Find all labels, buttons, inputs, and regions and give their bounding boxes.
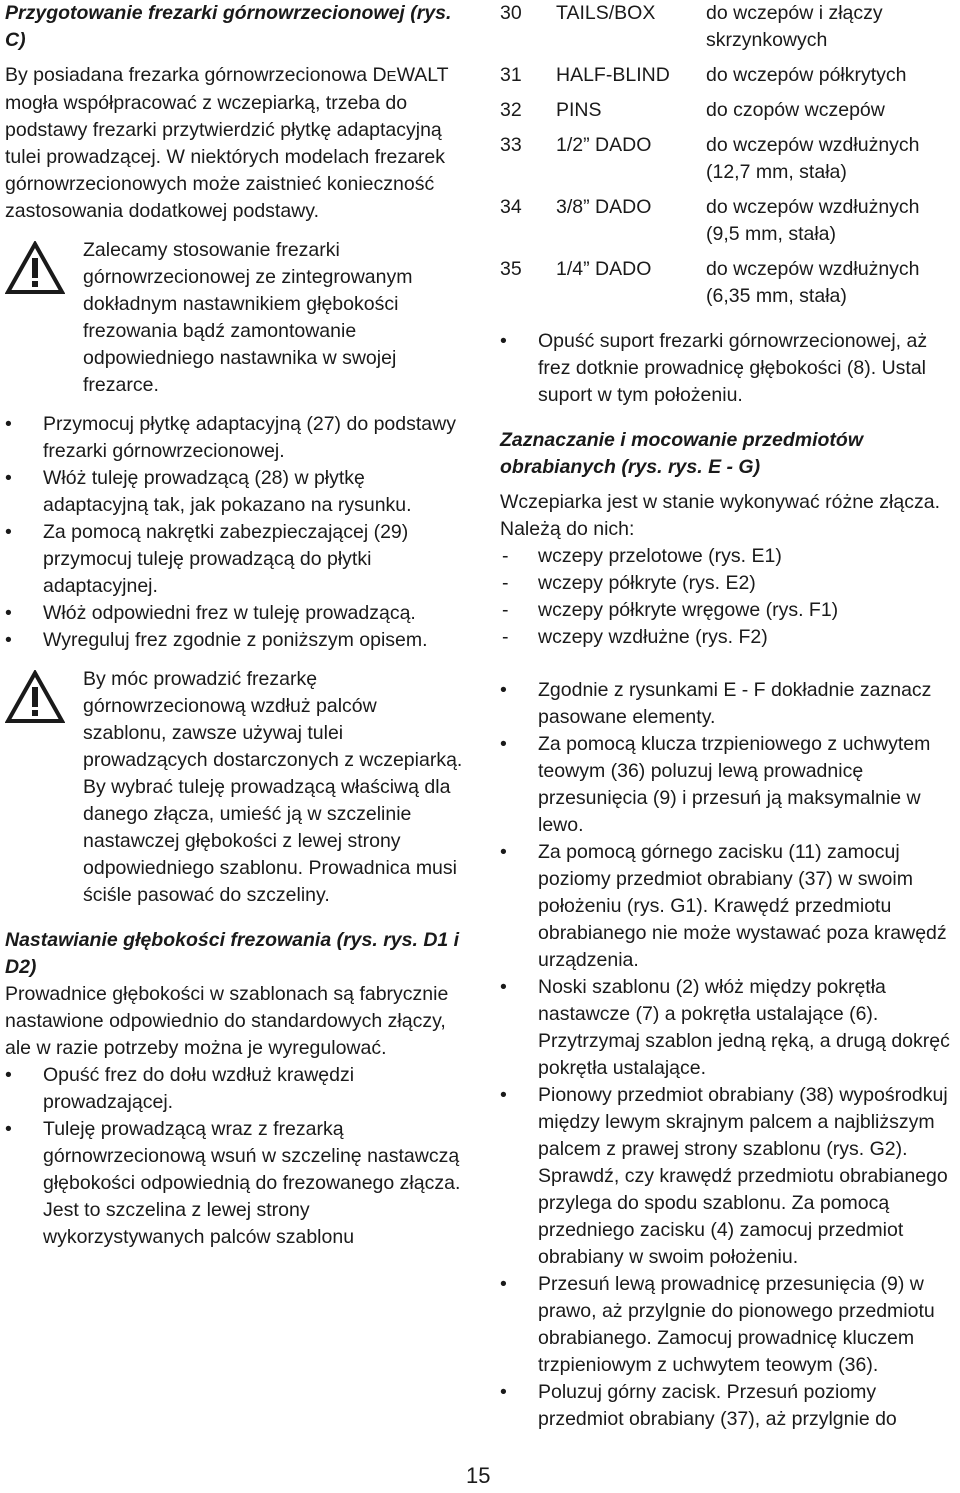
heading-depth-setting: Nastawianie głębokości frezowania (rys. rys. D1 i D2) [5,929,460,978]
paragraph-depth-intro: Prowadnice głębokości w szablonach są fabrycznie nastawione odpowiednio do standardowych złączy, ale w razie potrzeby można je wyregulować. [5,983,449,1059]
list-item: • Pionowy przedmiot obrabiany (38) wypośrodkuj między lewym skrajnym palcem a najbliższym palcem z prawej strony szablonu (rys. G2). Sprawdź, czy krawędź przedmiotu obrabianego przylega do spodu szablonu. Za pomocą przedniego zacisku (4) zamocuj przedmiot obrabiany w swoim położeniu. [500,1082,958,1271]
list-item: • Wyreguluj frez zgodnie z poniższym opisem. [5,627,463,654]
table-row: 33 1/2” DADO do wczepów wzdłużnych (12,7 mm, stała) [500,134,920,183]
warning-note-guide-bushing [5,666,463,909]
bullet-list-clamping [500,677,958,1433]
table-row: 35 1/4” DADO do wczepów wzdłużnych (6,35 mm, stała) [500,258,920,307]
bullet-list-depth [5,1062,463,1251]
list-item: • Za pomocą nakrętki zabezpieczającej (29) przymocuj tuleję prowadzącą do płytki adaptacyjnej. [5,519,463,600]
warning-text: By móc prowadzić frezarkę górnowrzecionową wzdłuż palców szablonu, zawsze używaj tulei prowadzących dostarczonych z wczepiarką. By wybrać tuleję prowadzącą właściwą dla danego złącza, umieść ją w szczelinie nastawczej głębokości z lewej strony odpowiedniego szablonu. Prowadnica musi ściśle pasować do szczeliny. [83,668,463,906]
left-column [5,0,463,1251]
heading-router-preparation: Przygotowanie frezarki górnowrzecionowej (rys. C) [5,2,452,51]
list-item: • Tuleję prowadzącą wraz z frezarką górnowrzecionową wsuń w szczelinę nastawczą głębokości odpowiednią do frezowanego złącza. Jest to szczelina z lewej strony wykorzystywanych palców szablonu [5,1116,463,1251]
list-item: • Za pomocą górnego zacisku (11) zamocuj poziomy przedmiot obrabiany (37) w swoim położeniu (rys. G1). Krawędź przedmiotu obrabianego nie może wystawać poza krawędź urządzenia. [500,839,958,974]
bullet-list-setup [5,411,463,654]
list-item: • Opuść frez do dołu wzdłuż krawędzi prowadzającej. [5,1062,463,1116]
list-item: - wczepy półkryte (rys. E2) [500,570,958,597]
dash-list-joints [500,543,958,651]
right-column [500,0,958,1433]
warning-text: Zalecamy stosowanie frezarki górnowrzecionowej ze zintegrowanym dokładnym nastawnikiem głębokości frezowania bądź zamontowanie odpowiedniego nastawnika w swojej frezarce. [83,239,413,396]
list-item: • Przesuń lewą prowadnicę przesunięcia (9) w prawo, aż przylgnie do pionowego przedmiotu obrabianego. Zamocuj prowadnicę kluczem trzpieniowym z uchwytem teowym (36). [500,1271,958,1379]
warning-note-depth-adjuster [5,237,463,399]
paragraph-router-intro: By posiadana frezarka górnowrzecionowa DEWALT mogła współpracować z wczepiarką, trzeba do podstawy frezarki przytwierdzić płytkę adaptacyjną tulei prowadzącej. W niektórych modelach frezarek górnowrzecionowych może zaistnieć konieczność zastosowania dodatkowej podstawy. [5,64,449,222]
heading-marking-clamping: Zaznaczanie i mocowanie przedmiotów obrabianych (rys. rys. E - G) [500,429,863,478]
list-item: - wczepy wzdłużne (rys. F2) [500,624,958,651]
list-item: - wczepy półkryte wręgowe (rys. F1) [500,597,958,624]
warning-triangle-icon [5,241,65,295]
list-item: • Zgodnie z rysunkami E - F dokładnie zaznacz pasowane elementy. [500,677,958,731]
list-item: • Włóż tuleję prowadzącą (28) w płytkę adaptacyjną tak, jak pokazano na rysunku. [5,465,463,519]
table-row: 32 PINS do czopów wczepów [500,99,885,121]
list-item: • Poluzuj górny zacisk. Przesuń poziomy przedmiot obrabiany (37), aż przylgnie do [500,1379,958,1433]
list-item: • Noski szablonu (2) włóż między pokrętła nastawcze (7) a pokrętła ustalające (6). Przytrzymaj szablon jedną ręką, a drugą dokręć pokrętła ustalające. [500,974,958,1082]
list-item: - wczepy przelotowe (rys. E1) [500,543,958,570]
paragraph-joints-intro: Wczepiarka jest w stanie wykonywać różne złącza. Należą do nich: [500,491,940,540]
list-item: • Za pomocą klucza trzpieniowego z uchwytem teowym (36) poluzuj lewą prowadnicę przesunięcia (9) i przesuń ją maksymalnie w lewo. [500,731,958,839]
warning-triangle-icon [5,670,65,724]
template-table [500,0,958,310]
table-row: 31 HALF-BLIND do wczepów półkrytych [500,64,907,86]
list-item: • Włóż odpowiedni frez w tuleję prowadzącą. [5,600,463,627]
table-row: 34 3/8” DADO do wczepów wzdłużnych (9,5 mm, stała) [500,196,920,245]
page-number: 15 [466,1463,491,1488]
list-item: • Przymocuj płytkę adaptacyjną (27) do podstawy frezarki górnowrzecionowej. [5,411,463,465]
list-item: • Opuść suport frezarki górnowrzecionowej, aż frez dotknie prowadnicę głębokości (8). Ustal suport w tym położeniu. [500,328,958,409]
table-row: 30 TAILS/BOX do wczepów i złączy skrzynkowych [500,2,883,51]
